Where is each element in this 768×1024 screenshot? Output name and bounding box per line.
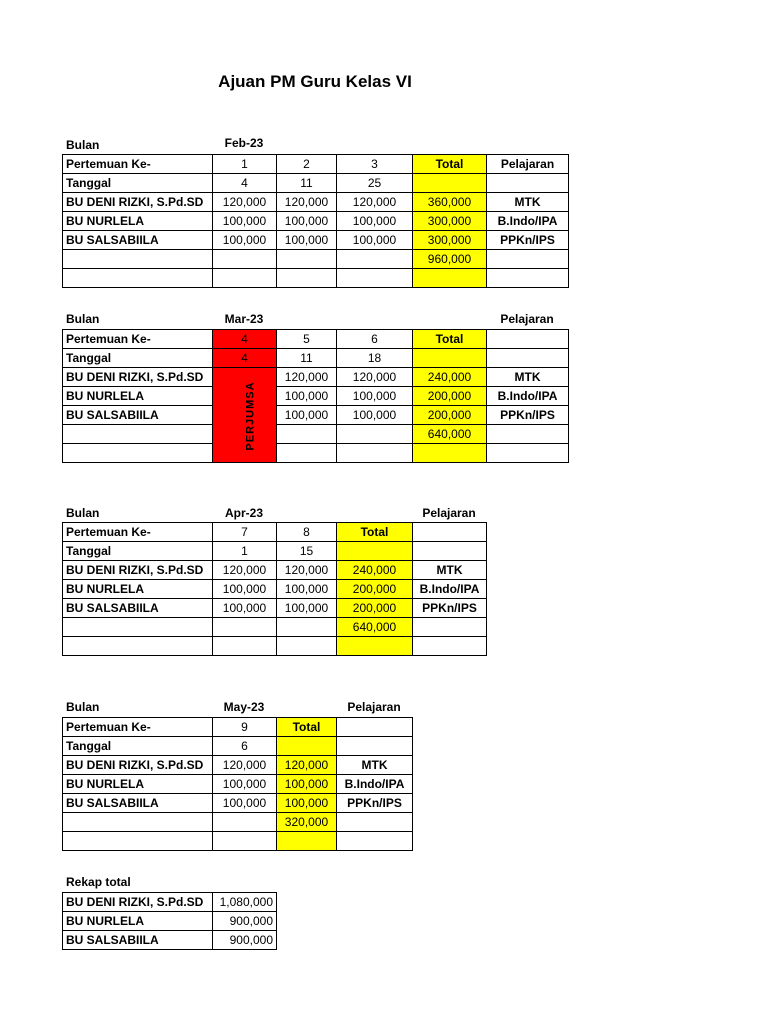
table-cell <box>63 618 213 637</box>
table-cell: 120,000 <box>213 561 277 580</box>
bulan-label: Bulan <box>66 138 100 152</box>
subject-cell: MTK <box>487 368 569 387</box>
table-cell: 100,000 <box>337 231 413 250</box>
total-header: Total <box>413 155 487 174</box>
table-row <box>63 425 569 444</box>
table-cell: 120,000 <box>337 193 413 212</box>
total-cell <box>413 349 487 368</box>
table-cell: 100,000 <box>213 794 277 813</box>
subject-cell: B.Indo/IPA <box>337 775 413 794</box>
table-cell: 8 <box>277 523 337 542</box>
table-cell: 3 <box>337 155 413 174</box>
total-header: Total <box>337 523 413 542</box>
recap-total: 900,000 <box>213 931 277 950</box>
pelajaran-label: Pelajaran <box>422 506 476 520</box>
table-cell <box>413 523 487 542</box>
table-cell <box>63 813 213 832</box>
table-cell <box>213 813 277 832</box>
subject-cell: PPKn/IPS <box>413 599 487 618</box>
table-cell: 6 <box>337 330 413 349</box>
table-cell <box>337 718 413 737</box>
table-row <box>63 269 569 288</box>
table-cell: 100,000 <box>213 599 277 618</box>
table-cell: 9 <box>213 718 277 737</box>
table-row <box>63 542 487 561</box>
month-label: Apr-23 <box>224 506 263 520</box>
teacher-name: BU DENI RIZKI, S.Pd.SD <box>63 756 213 775</box>
may-table <box>62 717 413 851</box>
row-label: Tanggal <box>63 349 213 368</box>
teacher-name: BU SALSABIILA <box>63 931 213 950</box>
table-cell: 11 <box>277 174 337 193</box>
subject-cell: B.Indo/IPA <box>487 212 569 231</box>
pelajaran-header: Pelajaran <box>487 155 569 174</box>
total-cell <box>413 444 487 463</box>
table-cell: 120,000 <box>277 193 337 212</box>
table-row <box>63 406 569 425</box>
table-cell <box>337 269 413 288</box>
table-cell: 1 <box>213 155 277 174</box>
table-row <box>63 193 569 212</box>
teacher-name: BU NURLELA <box>63 912 213 931</box>
page-title: Ajuan PM Guru Kelas VI <box>218 72 412 91</box>
table-cell: 15 <box>277 542 337 561</box>
table-cell <box>487 444 569 463</box>
total-cell <box>277 737 337 756</box>
table-cell: 100,000 <box>213 775 277 794</box>
table-row <box>63 775 413 794</box>
table-row <box>63 250 569 269</box>
table-cell: 2 <box>277 155 337 174</box>
table-row <box>63 561 487 580</box>
subject-cell: MTK <box>487 193 569 212</box>
total-cell: 100,000 <box>277 794 337 813</box>
table-row <box>63 912 277 931</box>
row-label: Pertemuan Ke- <box>63 330 213 349</box>
grand-total-cell: 320,000 <box>277 813 337 832</box>
table-row <box>63 523 487 542</box>
table-cell: 100,000 <box>213 580 277 599</box>
table-row <box>63 599 487 618</box>
table-cell: 120,000 <box>337 368 413 387</box>
table-cell <box>413 542 487 561</box>
teacher-name: BU SALSABIILA <box>63 794 213 813</box>
table-cell <box>63 250 213 269</box>
mar-table <box>62 329 569 463</box>
table-cell: 100,000 <box>277 599 337 618</box>
table-cell <box>337 832 413 851</box>
table-row <box>63 931 277 950</box>
table-row <box>63 718 413 737</box>
table-row <box>63 349 569 368</box>
table-cell <box>277 637 337 656</box>
total-cell: 240,000 <box>413 368 487 387</box>
table-cell: 4 <box>213 174 277 193</box>
table-row <box>63 794 413 813</box>
bulan-label: Bulan <box>66 700 100 714</box>
grand-total-cell: 640,000 <box>337 618 413 637</box>
total-cell <box>337 542 413 561</box>
table-cell <box>213 269 277 288</box>
table-cell: 6 <box>213 737 277 756</box>
subject-cell: MTK <box>413 561 487 580</box>
table-cell <box>63 832 213 851</box>
month-label: May-23 <box>223 700 265 714</box>
total-cell: 360,000 <box>413 193 487 212</box>
subject-cell: B.Indo/IPA <box>413 580 487 599</box>
table-cell <box>277 444 337 463</box>
month-label: Feb-23 <box>224 136 264 150</box>
table-cell: 100,000 <box>277 212 337 231</box>
table-cell: 100,000 <box>213 212 277 231</box>
table-cell <box>487 250 569 269</box>
table-row <box>63 813 413 832</box>
total-cell <box>413 269 487 288</box>
table-cell: 100,000 <box>337 387 413 406</box>
table-cell <box>63 444 213 463</box>
table-cell <box>337 813 413 832</box>
table-cell <box>277 250 337 269</box>
apr-table <box>62 522 487 656</box>
subject-cell: PPKn/IPS <box>337 794 413 813</box>
total-cell: 200,000 <box>413 406 487 425</box>
subject-cell: PPKn/IPS <box>487 231 569 250</box>
table-cell <box>63 425 213 444</box>
table-cell <box>277 269 337 288</box>
table-cell <box>413 618 487 637</box>
row-label: Pertemuan Ke- <box>63 155 213 174</box>
table-row <box>63 231 569 250</box>
table-row <box>63 174 569 193</box>
table-cell <box>487 330 569 349</box>
table-row <box>63 580 487 599</box>
teacher-name: BU DENI RIZKI, S.Pd.SD <box>63 893 213 912</box>
table-cell <box>487 425 569 444</box>
grand-total-cell: 960,000 <box>413 250 487 269</box>
table-cell: 120,000 <box>277 561 337 580</box>
month-label: Mar-23 <box>224 312 264 326</box>
table-cell <box>487 174 569 193</box>
table-cell <box>487 269 569 288</box>
table-cell: 7 <box>213 523 277 542</box>
teacher-name: BU NURLELA <box>63 775 213 794</box>
table-cell: 100,000 <box>277 387 337 406</box>
table-cell <box>277 425 337 444</box>
table-cell: 4 <box>213 330 277 349</box>
table-cell <box>337 250 413 269</box>
table-cell <box>63 637 213 656</box>
teacher-name: BU NURLELA <box>63 387 213 406</box>
table-cell: 100,000 <box>277 406 337 425</box>
total-cell <box>337 637 413 656</box>
total-header: Total <box>413 330 487 349</box>
total-cell: 120,000 <box>277 756 337 775</box>
table-cell <box>213 832 277 851</box>
total-cell: 300,000 <box>413 231 487 250</box>
table-row <box>63 756 413 775</box>
teacher-name: BU SALSABIILA <box>63 231 213 250</box>
total-cell: 300,000 <box>413 212 487 231</box>
table-cell: 100,000 <box>277 231 337 250</box>
holiday-cell <box>213 368 277 463</box>
table-cell <box>63 269 213 288</box>
recap-table <box>62 892 277 950</box>
table-cell <box>213 250 277 269</box>
table-cell: 100,000 <box>337 212 413 231</box>
row-label: Tanggal <box>63 737 213 756</box>
recap-total: 1,080,000 <box>213 893 277 912</box>
total-cell: 200,000 <box>337 580 413 599</box>
table-cell <box>337 444 413 463</box>
table-cell <box>213 618 277 637</box>
subject-cell: PPKn/IPS <box>487 406 569 425</box>
grand-total-cell: 640,000 <box>413 425 487 444</box>
table-cell: 4 <box>213 349 277 368</box>
row-label: Tanggal <box>63 174 213 193</box>
subject-cell: B.Indo/IPA <box>487 387 569 406</box>
holiday-label: PERJUMSA <box>244 380 257 451</box>
total-cell: 200,000 <box>337 599 413 618</box>
total-cell: 240,000 <box>337 561 413 580</box>
row-label: Pertemuan Ke- <box>63 718 213 737</box>
teacher-name: BU NURLELA <box>63 580 213 599</box>
table-row <box>63 832 413 851</box>
table-row <box>63 368 569 387</box>
table-cell: 100,000 <box>277 580 337 599</box>
recap-label: Rekap total <box>66 875 131 889</box>
table-cell: 120,000 <box>213 756 277 775</box>
row-label: Pertemuan Ke- <box>63 523 213 542</box>
table-cell: 11 <box>277 349 337 368</box>
bulan-label: Bulan <box>66 506 100 520</box>
teacher-name: BU DENI RIZKI, S.Pd.SD <box>63 193 213 212</box>
pelajaran-label: Pelajaran <box>347 700 401 714</box>
bulan-label: Bulan <box>66 312 100 326</box>
teacher-name: BU NURLELA <box>63 212 213 231</box>
table-cell: 25 <box>337 174 413 193</box>
teacher-name: BU SALSABIILA <box>63 599 213 618</box>
table-cell <box>277 618 337 637</box>
total-cell: 100,000 <box>277 775 337 794</box>
table-row <box>63 618 487 637</box>
total-cell: 200,000 <box>413 387 487 406</box>
total-cell <box>277 832 337 851</box>
teacher-name: BU DENI RIZKI, S.Pd.SD <box>63 561 213 580</box>
total-cell <box>413 174 487 193</box>
table-cell: 120,000 <box>213 193 277 212</box>
table-cell: 18 <box>337 349 413 368</box>
table-cell <box>337 737 413 756</box>
teacher-name: BU DENI RIZKI, S.Pd.SD <box>63 368 213 387</box>
table-cell <box>213 637 277 656</box>
teacher-name: BU SALSABIILA <box>63 406 213 425</box>
table-cell: 120,000 <box>277 368 337 387</box>
table-row <box>63 893 277 912</box>
subject-cell: MTK <box>337 756 413 775</box>
table-row <box>63 444 569 463</box>
table-cell: 100,000 <box>337 406 413 425</box>
total-header: Total <box>277 718 337 737</box>
table-cell: 1 <box>213 542 277 561</box>
recap-total: 900,000 <box>213 912 277 931</box>
table-row <box>63 330 569 349</box>
table-row <box>63 737 413 756</box>
table-cell: 100,000 <box>213 231 277 250</box>
feb-table <box>62 154 569 288</box>
row-label: Tanggal <box>63 542 213 561</box>
table-row <box>63 212 569 231</box>
table-cell <box>337 425 413 444</box>
table-row <box>63 387 569 406</box>
pelajaran-label: Pelajaran <box>500 312 554 326</box>
table-cell: 5 <box>277 330 337 349</box>
table-cell <box>413 637 487 656</box>
table-cell <box>487 349 569 368</box>
table-row <box>63 637 487 656</box>
table-row <box>63 155 569 174</box>
